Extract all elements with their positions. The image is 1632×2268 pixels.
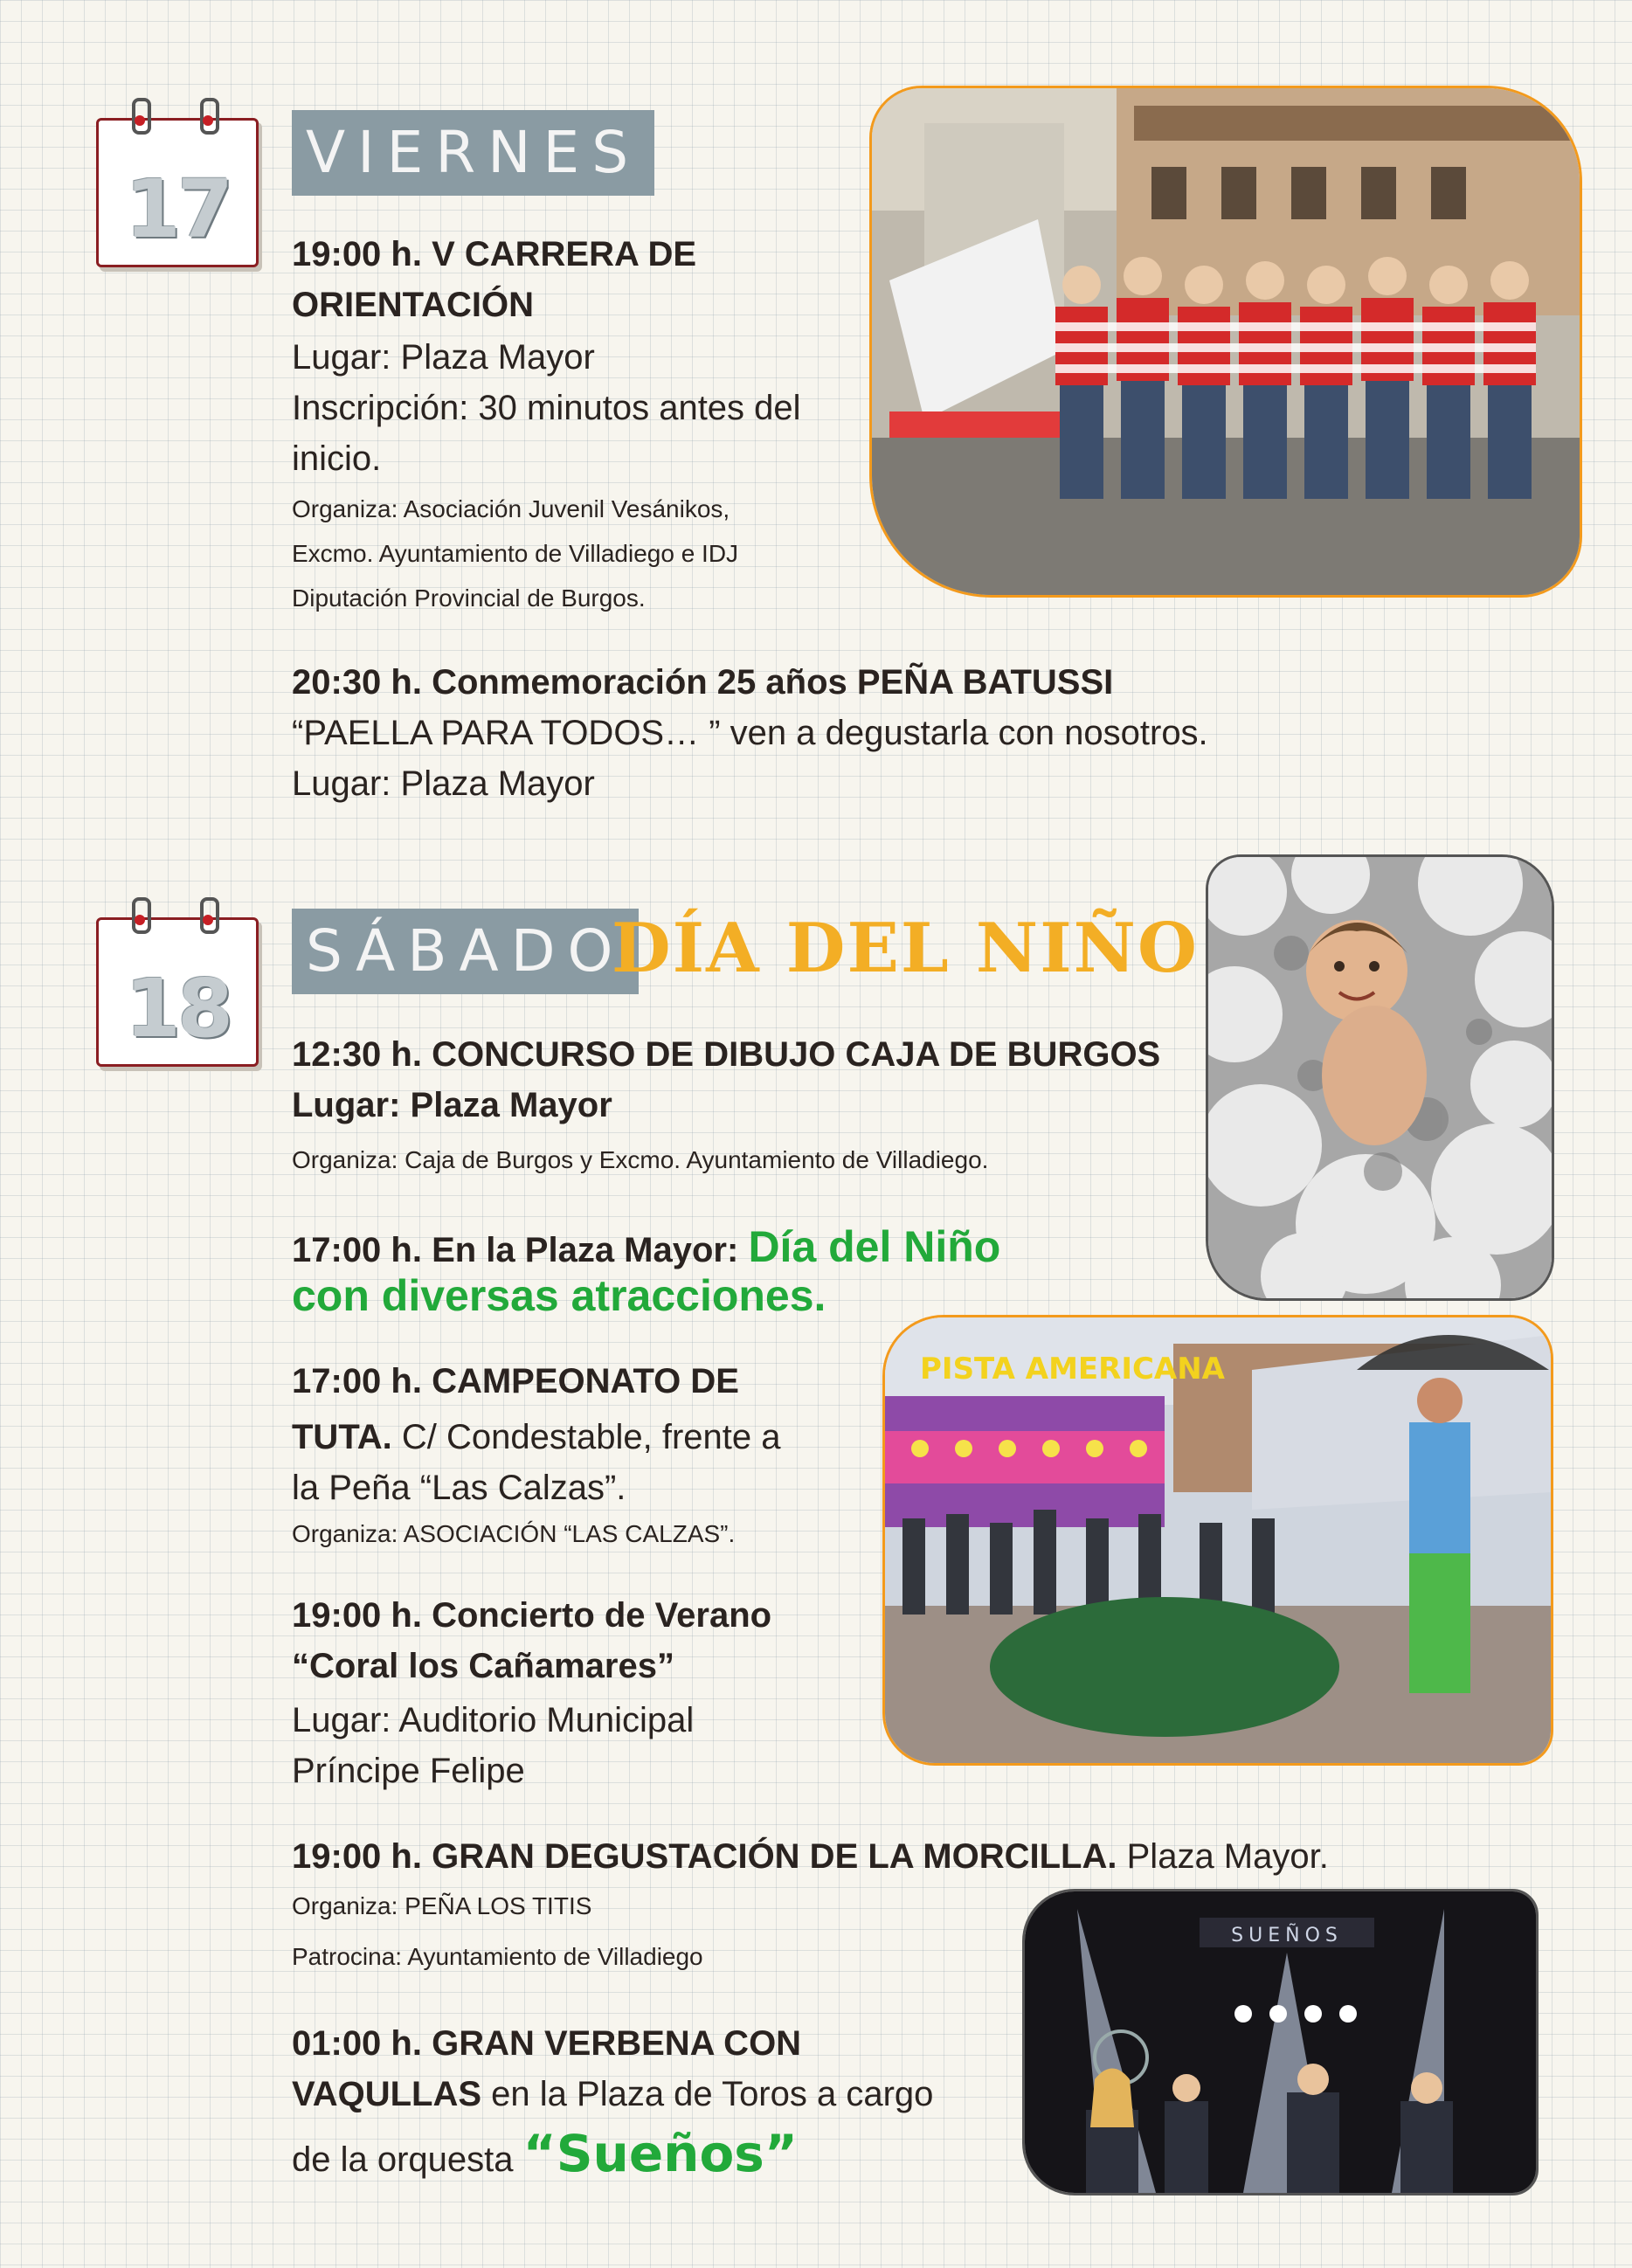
event-title: 19:00 h. GRAN DEGUSTACIÓN DE LA MORCILLA. bbox=[292, 1837, 1117, 1876]
event-place: Lugar: Plaza Mayor bbox=[292, 764, 595, 803]
event-description: “PAELLA PARA TODOS… ” ven a degustarla con nosotros. bbox=[292, 714, 1208, 752]
event-description: de la orquesta bbox=[292, 2140, 514, 2179]
event-place: Lugar: Auditorio Municipal bbox=[292, 1701, 695, 1739]
event-organizer: Organiza: Asociación Juvenil Vesánikos, bbox=[292, 495, 730, 522]
event-organizer: Diputación Provincial de Burgos. bbox=[292, 584, 646, 612]
event-title-line bbox=[292, 2069, 933, 2119]
event-place: Lugar: Plaza Mayor bbox=[292, 1086, 612, 1124]
event-description: la Peña “Las Calzas”. bbox=[292, 1469, 626, 1507]
event-place: Príncipe Felipe bbox=[292, 1752, 525, 1790]
event-place: Lugar: Plaza Mayor bbox=[292, 338, 595, 377]
photo-concert-suenos bbox=[1022, 1889, 1539, 2195]
stage-sign: SUEÑOS bbox=[1231, 1925, 1343, 1946]
event-description: en la Plaza de Toros a cargo bbox=[491, 2075, 934, 2113]
photo-fair-pista-americana bbox=[882, 1315, 1553, 1766]
photo-costumed-group bbox=[869, 86, 1582, 598]
event-organizer: Organiza: Caja de Burgos y Excmo. Ayuntamiento de Villadiego. bbox=[292, 1146, 989, 1173]
event-title: 12:30 h. CONCURSO DE DIBUJO CAJA DE BURGOS bbox=[292, 1035, 1161, 1074]
photo-child-foam bbox=[1206, 854, 1554, 1301]
event-title: 01:00 h. GRAN VERBENA CON bbox=[292, 2024, 802, 2063]
event-title: “Coral los Cañamares” bbox=[292, 1647, 674, 1685]
event-title-line bbox=[292, 1831, 1329, 1882]
calendar-day-number: 17 bbox=[124, 162, 231, 256]
event-highlight: Día del Niño bbox=[748, 1222, 1001, 1271]
event-title: 17:00 h. En la Plaza Mayor: bbox=[292, 1231, 739, 1269]
event-title-line bbox=[292, 2123, 798, 2190]
event-title: 20:30 h. Conmemoración 25 años PEÑA BATUSSI bbox=[292, 663, 1114, 702]
event-title: 19:00 h. V CARRERA DE bbox=[292, 235, 697, 273]
event-organizer: Organiza: PEÑA LOS TITIS bbox=[292, 1892, 592, 1919]
event-highlight: con diversas atracciones. bbox=[292, 1271, 826, 1320]
event-title: VAQULLAS bbox=[292, 2075, 482, 2113]
day-subtitle: DÍA DEL NIÑO bbox=[612, 909, 1199, 988]
calendar-icon-17 bbox=[96, 118, 259, 267]
event-title: 17:00 h. CAMPEONATO DE bbox=[292, 1362, 739, 1400]
calendar-day-number: 18 bbox=[124, 962, 231, 1055]
band-name: “Sueños” bbox=[522, 2124, 798, 2183]
event-description: C/ Condestable, frente a bbox=[401, 1418, 781, 1456]
event-title-line bbox=[292, 1412, 781, 1462]
event-registration: inicio. bbox=[292, 439, 382, 478]
event-sponsor: Patrocina: Ayuntamiento de Villadiego bbox=[292, 1943, 703, 1970]
event-place: Plaza Mayor. bbox=[1126, 1837, 1329, 1876]
day-label-viernes: VIERNES bbox=[292, 110, 654, 196]
event-registration: Inscripción: 30 minutos antes del bbox=[292, 389, 801, 427]
event-title: 19:00 h. Concierto de Verano bbox=[292, 1596, 772, 1635]
fair-sign: PISTA AMERICANA bbox=[920, 1352, 1225, 1386]
event-organizer: Excmo. Ayuntamiento de Villadiego e IDJ bbox=[292, 540, 739, 567]
event-organizer: Organiza: ASOCIACIÓN “LAS CALZAS”. bbox=[292, 1520, 736, 1547]
event-title: TUTA. bbox=[292, 1418, 392, 1456]
event-title: ORIENTACIÓN bbox=[292, 286, 535, 324]
calendar-icon-18 bbox=[96, 917, 259, 1067]
day-label-sabado: SÁBADO bbox=[292, 909, 639, 994]
